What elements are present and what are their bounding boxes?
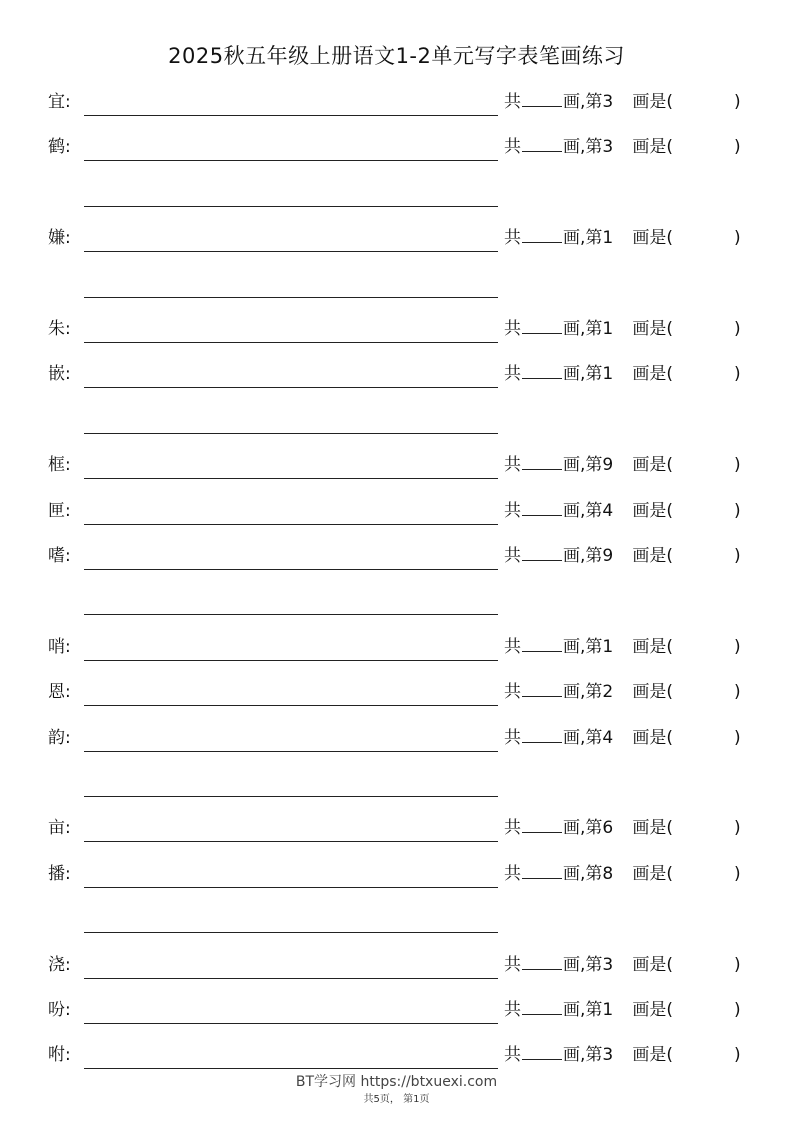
gong-label: 共 bbox=[504, 364, 521, 385]
paren-close: ) bbox=[734, 1000, 741, 1020]
character: 韵 bbox=[48, 727, 65, 748]
character-label bbox=[48, 92, 71, 112]
stroke-count-blank[interactable] bbox=[522, 455, 562, 470]
character: 鹤 bbox=[48, 137, 65, 158]
huashi-label: 画是( bbox=[632, 636, 674, 657]
stroke-count-blank[interactable] bbox=[522, 92, 562, 107]
gong-label: 共 bbox=[504, 455, 521, 476]
character: 朱 bbox=[48, 319, 65, 339]
extra-line-row bbox=[0, 262, 793, 302]
practice-row bbox=[0, 716, 793, 756]
colon: : bbox=[65, 1000, 71, 1020]
writing-line[interactable] bbox=[84, 342, 498, 343]
character-label bbox=[48, 637, 71, 657]
stroke-index: 9 bbox=[602, 455, 614, 476]
character-label bbox=[48, 1000, 71, 1020]
stroke-index: 1 bbox=[602, 228, 614, 249]
hua-label: 画,第 bbox=[563, 228, 603, 249]
hua-label: 画,第 bbox=[563, 636, 603, 657]
stroke-question bbox=[504, 455, 741, 476]
huashi-label: 画是( bbox=[632, 364, 674, 385]
paren-close: ) bbox=[734, 863, 741, 884]
practice-row bbox=[0, 852, 793, 892]
stroke-question bbox=[504, 500, 741, 521]
stroke-count-blank[interactable] bbox=[522, 228, 562, 243]
huashi-label: 画是( bbox=[632, 1000, 674, 1020]
character-label bbox=[48, 728, 71, 748]
character: 哨 bbox=[48, 636, 65, 657]
gong-label: 共 bbox=[504, 1000, 521, 1020]
character-label bbox=[48, 546, 71, 566]
character: 吩 bbox=[48, 1000, 65, 1020]
stroke-count-blank[interactable] bbox=[522, 864, 562, 879]
character-label bbox=[48, 137, 71, 157]
writing-line[interactable] bbox=[84, 705, 498, 706]
gong-label: 共 bbox=[504, 319, 521, 339]
gong-label: 共 bbox=[504, 228, 521, 249]
gong-label: 共 bbox=[504, 500, 521, 521]
writing-line[interactable] bbox=[84, 841, 498, 842]
extra-line-row bbox=[0, 171, 793, 211]
hua-label: 画,第 bbox=[563, 818, 603, 839]
stroke-index: 1 bbox=[602, 636, 614, 657]
practice-row bbox=[0, 307, 793, 347]
character-label bbox=[48, 1045, 71, 1065]
hua-label: 画,第 bbox=[563, 319, 603, 339]
character: 亩 bbox=[48, 818, 65, 839]
character: 宜 bbox=[48, 92, 65, 112]
colon: : bbox=[65, 1045, 71, 1066]
character-label bbox=[48, 682, 71, 702]
stroke-count-blank[interactable] bbox=[522, 637, 562, 652]
huashi-label: 画是( bbox=[632, 682, 674, 703]
huashi-label: 画是( bbox=[632, 455, 674, 476]
extra-line-row bbox=[0, 897, 793, 937]
paren-close: ) bbox=[734, 546, 741, 566]
practice-row bbox=[0, 670, 793, 710]
stroke-count-blank[interactable] bbox=[522, 546, 562, 561]
gong-label: 共 bbox=[504, 818, 521, 839]
colon: : bbox=[65, 682, 71, 703]
extra-line-row bbox=[0, 398, 793, 438]
hua-label: 画,第 bbox=[563, 1045, 603, 1066]
stroke-count-blank[interactable] bbox=[522, 728, 562, 743]
hua-label: 画,第 bbox=[563, 1000, 603, 1020]
practice-row bbox=[0, 534, 793, 574]
character: 恩 bbox=[48, 682, 65, 703]
stroke-count-blank[interactable] bbox=[522, 501, 562, 516]
stroke-index: 1 bbox=[602, 364, 614, 385]
huashi-label: 画是( bbox=[632, 228, 674, 249]
practice-row bbox=[0, 352, 793, 392]
paren-close: ) bbox=[734, 364, 741, 385]
stroke-count-blank[interactable] bbox=[522, 319, 562, 334]
character-label bbox=[48, 319, 71, 339]
stroke-question bbox=[504, 319, 741, 339]
character: 嵌 bbox=[48, 364, 65, 385]
stroke-index: 3 bbox=[602, 92, 614, 112]
stroke-question bbox=[504, 546, 741, 566]
writing-line[interactable] bbox=[84, 614, 498, 615]
writing-line[interactable] bbox=[84, 796, 498, 797]
hua-label: 画,第 bbox=[563, 364, 603, 385]
writing-line[interactable] bbox=[84, 160, 498, 161]
stroke-question bbox=[504, 818, 741, 839]
stroke-index: 8 bbox=[602, 863, 614, 884]
stroke-question bbox=[504, 1000, 741, 1020]
footer-site: BT学习网 https://btxuexi.com bbox=[295, 1074, 498, 1090]
practice-row bbox=[0, 806, 793, 846]
practice-row bbox=[0, 625, 793, 665]
stroke-question bbox=[504, 727, 741, 748]
character-label bbox=[48, 501, 71, 521]
writing-line[interactable] bbox=[84, 478, 498, 479]
stroke-index: 3 bbox=[602, 954, 614, 975]
paren-close: ) bbox=[734, 319, 741, 339]
hua-label: 画,第 bbox=[563, 954, 603, 975]
stroke-index: 1 bbox=[602, 319, 614, 339]
stroke-question bbox=[504, 636, 741, 657]
stroke-count-blank[interactable] bbox=[522, 364, 562, 379]
practice-row bbox=[0, 125, 793, 165]
huashi-label: 画是( bbox=[632, 954, 674, 975]
writing-line[interactable] bbox=[84, 1068, 498, 1069]
paren-close: ) bbox=[734, 455, 741, 476]
colon: : bbox=[65, 228, 71, 249]
character-label bbox=[48, 864, 71, 884]
character: 嗜 bbox=[48, 546, 65, 566]
stroke-count-blank[interactable] bbox=[522, 682, 562, 697]
gong-label: 共 bbox=[504, 863, 521, 884]
stroke-question bbox=[504, 228, 741, 249]
stroke-question bbox=[504, 682, 741, 703]
writing-line[interactable] bbox=[84, 387, 498, 388]
gong-label: 共 bbox=[504, 727, 521, 748]
hua-label: 画,第 bbox=[563, 727, 603, 748]
paren-close: ) bbox=[734, 636, 741, 657]
stroke-count-blank[interactable] bbox=[522, 955, 562, 970]
stroke-index: 6 bbox=[602, 818, 614, 839]
stroke-question bbox=[504, 137, 741, 158]
practice-row bbox=[0, 216, 793, 256]
gong-label: 共 bbox=[504, 137, 521, 158]
paren-close: ) bbox=[734, 954, 741, 975]
colon: : bbox=[65, 727, 71, 748]
paren-close: ) bbox=[734, 137, 741, 158]
practice-row bbox=[0, 988, 793, 1028]
colon: : bbox=[65, 818, 71, 839]
writing-line[interactable] bbox=[84, 660, 498, 661]
writing-line[interactable] bbox=[84, 1023, 498, 1024]
stroke-question bbox=[504, 364, 741, 385]
writing-line[interactable] bbox=[84, 524, 498, 525]
character: 匣 bbox=[48, 500, 65, 521]
stroke-count-blank[interactable] bbox=[522, 818, 562, 833]
paren-close: ) bbox=[734, 92, 741, 112]
character-label bbox=[48, 228, 71, 248]
paren-close: ) bbox=[734, 228, 741, 249]
extra-line-row bbox=[0, 579, 793, 619]
writing-line[interactable] bbox=[84, 751, 498, 752]
writing-line[interactable] bbox=[84, 297, 498, 298]
stroke-index: 4 bbox=[602, 500, 614, 521]
hua-label: 画,第 bbox=[563, 92, 603, 112]
stroke-count-blank[interactable] bbox=[522, 137, 562, 152]
stroke-index: 9 bbox=[602, 546, 614, 566]
character: 嫌 bbox=[48, 228, 65, 249]
character-label bbox=[48, 455, 71, 475]
gong-label: 共 bbox=[504, 636, 521, 657]
practice-row bbox=[0, 80, 793, 120]
stroke-index: 1 bbox=[602, 1000, 614, 1020]
stroke-count-blank[interactable] bbox=[522, 1045, 562, 1060]
gong-label: 共 bbox=[504, 1045, 521, 1066]
hua-label: 画,第 bbox=[563, 455, 603, 476]
gong-label: 共 bbox=[504, 954, 521, 975]
character: 浇 bbox=[48, 954, 65, 975]
practice-row bbox=[0, 489, 793, 529]
huashi-label: 画是( bbox=[632, 137, 674, 158]
character: 框 bbox=[48, 455, 65, 476]
writing-line[interactable] bbox=[84, 433, 498, 434]
huashi-label: 画是( bbox=[632, 863, 674, 884]
hua-label: 画,第 bbox=[563, 863, 603, 884]
paren-close: ) bbox=[734, 818, 741, 839]
stroke-index: 3 bbox=[602, 1045, 614, 1066]
paren-close: ) bbox=[734, 727, 741, 748]
colon: : bbox=[65, 137, 71, 158]
colon: : bbox=[65, 364, 71, 385]
colon: : bbox=[65, 500, 71, 521]
stroke-question bbox=[504, 863, 741, 884]
writing-line[interactable] bbox=[84, 251, 498, 252]
character-label bbox=[48, 364, 71, 384]
footer-page-number: 共5页， 第1页 bbox=[363, 1094, 430, 1105]
character: 播 bbox=[48, 863, 65, 884]
colon: : bbox=[65, 455, 71, 476]
paren-close: ) bbox=[734, 500, 741, 521]
practice-row bbox=[0, 443, 793, 483]
hua-label: 画,第 bbox=[563, 137, 603, 158]
paren-close: ) bbox=[734, 1045, 741, 1066]
hua-label: 画,第 bbox=[563, 546, 603, 566]
hua-label: 画,第 bbox=[563, 682, 603, 703]
huashi-label: 画是( bbox=[632, 319, 674, 339]
colon: : bbox=[65, 546, 71, 566]
character-label bbox=[48, 955, 71, 975]
colon: : bbox=[65, 319, 71, 339]
colon: : bbox=[65, 92, 71, 112]
writing-line[interactable] bbox=[84, 569, 498, 570]
writing-line[interactable] bbox=[84, 978, 498, 979]
huashi-label: 画是( bbox=[632, 1045, 674, 1066]
gong-label: 共 bbox=[504, 546, 521, 566]
huashi-label: 画是( bbox=[632, 92, 674, 112]
huashi-label: 画是( bbox=[632, 546, 674, 566]
page-title: 2025秋五年级上册语文1-2单元写字表笔画练习 bbox=[168, 44, 625, 68]
huashi-label: 画是( bbox=[632, 727, 674, 748]
writing-line[interactable] bbox=[84, 887, 498, 888]
writing-line[interactable] bbox=[84, 206, 498, 207]
stroke-count-blank[interactable] bbox=[522, 1000, 562, 1015]
gong-label: 共 bbox=[504, 92, 521, 112]
colon: : bbox=[65, 954, 71, 975]
huashi-label: 画是( bbox=[632, 818, 674, 839]
stroke-question bbox=[504, 954, 741, 975]
huashi-label: 画是( bbox=[632, 500, 674, 521]
paren-close: ) bbox=[734, 682, 741, 703]
colon: : bbox=[65, 863, 71, 884]
stroke-index: 4 bbox=[602, 727, 614, 748]
practice-row bbox=[0, 943, 793, 983]
stroke-question bbox=[504, 1045, 741, 1066]
writing-line[interactable] bbox=[84, 115, 498, 116]
stroke-question bbox=[504, 92, 741, 112]
practice-row bbox=[0, 1033, 793, 1073]
character: 咐 bbox=[48, 1045, 65, 1066]
writing-line[interactable] bbox=[84, 932, 498, 933]
hua-label: 画,第 bbox=[563, 500, 603, 521]
stroke-index: 3 bbox=[602, 137, 614, 158]
stroke-index: 2 bbox=[602, 682, 614, 703]
extra-line-row bbox=[0, 761, 793, 801]
gong-label: 共 bbox=[504, 682, 521, 703]
character-label bbox=[48, 818, 71, 838]
colon: : bbox=[65, 636, 71, 657]
